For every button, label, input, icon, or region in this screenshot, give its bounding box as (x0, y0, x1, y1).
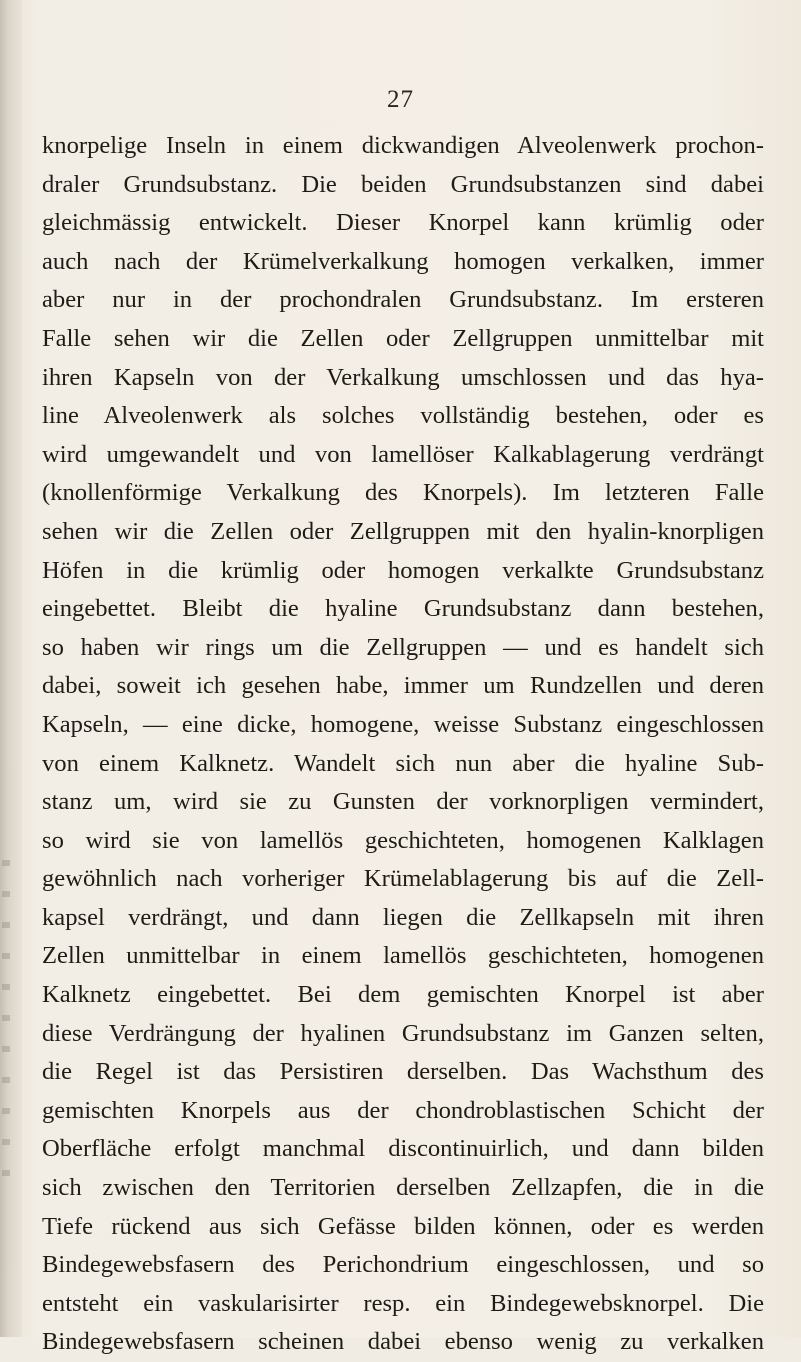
text-line: Oberfläche erfolgt manchmal discontinuirlich, und dann bilden (42, 1135, 764, 1163)
text-line: Bindegewebsfasern scheinen dabei ebenso wenig zu verkalken (42, 1328, 764, 1356)
text-line: wird umgewandelt und von lamellöser Kalkablagerung verdrängt (42, 440, 764, 468)
text-line: gleichmässig entwickelt. Dieser Knorpel kann krümlig oder (42, 209, 764, 237)
text-line: sich zwischen den Territorien derselben Zellzapfen, die in die (42, 1174, 764, 1202)
body-text (42, 127, 764, 1362)
text-line: Zellen unmittelbar in einem lamellös geschichteten, homogenen (42, 942, 764, 970)
text-line: so haben wir rings um die Zellgruppen — und es handelt sich (42, 633, 764, 661)
text-line: aber nur in der prochondralen Grundsubstanz. Im ersteren (42, 286, 764, 314)
text-line: ihren Kapseln von der Verkalkung umschlossen und das hya- (42, 363, 764, 391)
text-line: eingebettet. Bleibt die hyaline Grundsubstanz dann bestehen, (42, 595, 764, 623)
text-line: Falle sehen wir die Zellen oder Zellgruppen unmittelbar mit (42, 324, 764, 352)
text-line: so wird sie von lamellös geschichteten, homogenen Kalklagen (42, 826, 764, 854)
text-line: auch nach der Krümelverkalkung homogen verkalken, immer (42, 247, 764, 275)
text-line: entsteht ein vaskularisirter resp. ein Bindegewebsknorpel. Die (42, 1289, 764, 1317)
text-line: Tiefe rückend aus sich Gefässe bilden können, oder es werden (42, 1212, 764, 1240)
text-line: stanz um, wird sie zu Gunsten der vorknorpligen vermindert, (42, 788, 764, 816)
text-line: Kalknetz eingebettet. Bei dem gemischten Knorpel ist aber (42, 981, 764, 1009)
page-number: 27 (387, 86, 414, 113)
text-line: draler Grundsubstanz. Die beiden Grundsubstanzen sind dabei (42, 170, 764, 198)
text-line: dabei, soweit ich gesehen habe, immer um Rundzellen und deren (42, 672, 764, 700)
text-line: line Alveolenwerk als solches vollständig bestehen, oder es (42, 402, 764, 430)
text-line: sehen wir die Zellen oder Zellgruppen mit den hyalin-knorpligen (42, 517, 764, 545)
text-line: die Regel ist das Persistiren derselben. Das Wachsthum des (42, 1058, 764, 1086)
text-line: gemischten Knorpels aus der chondroblastischen Schicht der (42, 1096, 764, 1124)
page-binding-edge (0, 0, 22, 1337)
text-line: (knollenförmige Verkalkung des Knorpels). Im letzteren Falle (42, 479, 764, 507)
text-line: kapsel verdrängt, und dann liegen die Zellkapseln mit ihren (42, 903, 764, 931)
text-line: knorpelige Inseln in einem dickwandigen Alveolenwerk prochon- (42, 132, 764, 159)
text-line: Bindegewebsfasern des Perichondrium eingeschlossen, und so (42, 1251, 764, 1279)
text-line: von einem Kalknetz. Wandelt sich nun aber die hyaline Sub- (42, 749, 764, 777)
text-line: Höfen in die krümlig oder homogen verkalkte Grundsubstanz (42, 556, 764, 584)
text-line: gewöhnlich nach vorheriger Krümelablagerung bis auf die Zell- (42, 865, 764, 893)
text-line: diese Verdrängung der hyalinen Grundsubstanz im Ganzen selten, (42, 1019, 764, 1047)
text-line: Kapseln, — eine dicke, homogene, weisse Substanz eingeschlossen (42, 710, 764, 738)
